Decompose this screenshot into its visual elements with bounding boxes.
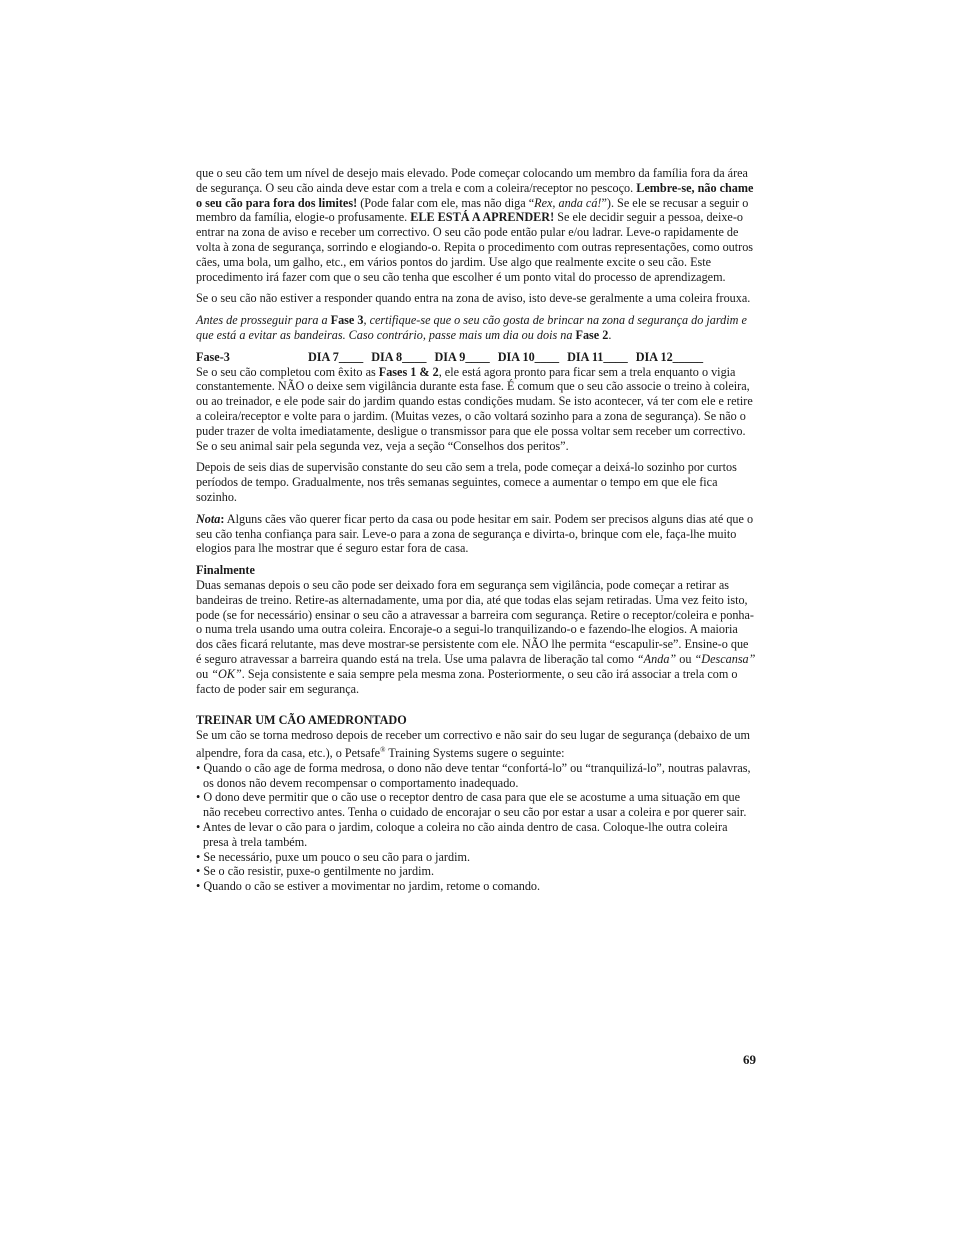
release-word: “Anda”: [636, 651, 677, 666]
example-command: Rex, anda cá!: [534, 195, 602, 210]
warning-bold: Lembre-se, não chame o seu cão para fora dos limites!: [196, 180, 754, 210]
day-entry: DIA 11____: [567, 349, 628, 364]
day-entry: DIA 8____: [371, 349, 427, 364]
phase-ref: Fases 1 & 2: [378, 364, 439, 379]
day-entry: DIA 9____: [434, 349, 490, 364]
text-run: . Seja consistente e saia sempre pela mesma zona. Posteriormente, o seu cão irá associar a trela com o facto de poder sair em segurança.: [196, 666, 738, 696]
paragraph-intro: [196, 166, 756, 284]
heading-treinar: TREINAR UM CÃO AMEDRONTADO: [196, 713, 407, 728]
paragraph-supervision: Depois de seis dias de supervisão constante do seu cão sem a trela, pode começar a deixá-lo sozinho por curtos períodos de tempo. Gradualmente, nos três semanas seguintes, comece a aumentar o tempo em que ele fica sozinho.: [196, 460, 737, 504]
list-item: • O dono deve permitir que o cão use o receptor dentro de casa para que ele se acostume a uma situação em que não recebeu correctivo antes. Tenha o cuidado de encorajar o seu cão por estar a usar a coleira e por querer sair.: [196, 790, 747, 820]
text-run: (Pode falar com ele, mas não diga “: [357, 195, 535, 210]
paragraph-treinar-intro: [196, 728, 756, 761]
registered-mark: ®: [380, 745, 386, 754]
phase-ref: Fase 3: [330, 313, 364, 328]
text-run: .: [608, 327, 612, 342]
text-run: Duas semanas depois o seu cão pode ser deixado fora em segurança sem vigilância, pode começar a retirar as bandeiras de treino. Retire-as alternadamente, uma por dia, até que todas elas sejam retiradas. Uma vez feito isto, pode (se for necessário) ensinar o seu cão a atravessar a barreira com segurança. Retire o receptor/coleira e ponha-o numa trela usando uma outra coleira. Encoraje-o a segui-lo tranquilizando-o e fazendo-lhe elogios. A maioria dos cães ficará relutante, mas deve mostrar-se persistente com ele. NÃO lhe permita “escapulir-se”. Ensine-o que é seguro atravessar a barreira quando está na trela. Use uma palavra de liberação tal como: [196, 577, 754, 666]
text-run: ou: [196, 666, 212, 681]
phase3-day-tracker: [196, 350, 756, 365]
paragraph-finalmente: [196, 578, 756, 696]
page-number: 69: [743, 1052, 756, 1067]
list-item: • Quando o cão age de forma medrosa, o dono não deve tentar “confortá-lo” ou “tranquilizá-lo”, noutras palavras, os donos não devem recompensar o comportamento inadequado.: [196, 760, 751, 790]
text-run: ”). Se ele se recusar a seguir o membro da família, elogie-o profusamente.: [196, 195, 749, 225]
paragraph-loose-collar: Se o seu cão não estiver a responder quando entra na zona de aviso, isto deve-se geralmente a uma coleira frouxa.: [196, 291, 751, 306]
day-entry: DIA 12_____: [635, 349, 704, 364]
note-label: Nota: [196, 511, 221, 526]
text-run: ou: [676, 651, 695, 666]
text-run: que o seu cão tem um nível de desejo mais elevado. Pode começar colocando um membro da família fora da área de segurança. O seu cão ainda deve estar com a trela e com a coleira/receptor no pescoço.: [196, 166, 748, 195]
text-run: Alguns cães vão querer ficar perto da casa ou pode hesitar em sair. Podem ser precisos alguns dias até que o seu cão tenha confiança para sair. Leve-o para a zona de segurança e divirta-o, brinque com ele, faça-lhe muito elogios para lhe mostrar que é seguro estar fora de casa.: [196, 511, 754, 556]
text-run: Se ele decidir seguir a pessoa, deixe-o entrar na zona de aviso e receber um correctivo. O seu cão pode então pular e/ou ladrar. Leve-o rapidamente de volta à zona de segurança, sorrindo e elogiando-o. Repita o procedimento com outras representações, como outros cães, uma bola, um galho, etc., em vários pontos do jardim. Use algo que realmente excite o seu cão. Este procedimento irá fazer com que o seu cão tenha que escolher é um ponto vital do processo de aprendizagem.: [196, 210, 754, 284]
text-run: Training Systems sugere o seguinte:: [385, 745, 565, 760]
paragraph-note: [196, 512, 756, 556]
paragraph-before-phase3: [196, 313, 756, 343]
day-checklist: [308, 350, 708, 365]
release-word: “OK”: [211, 666, 242, 681]
list-item: • Quando o cão se estiver a movimentar no jardim, retome o comando.: [196, 879, 541, 894]
list-item: • Antes de levar o cão para o jardim, coloque a coleira no cão ainda dentro de casa. Coloque-lhe outra coleira presa à trela também.: [196, 819, 728, 849]
text-run: , ele está agora pronto para ficar sem a trela enquanto o vigia constantemente. NÃO o deixe sem vigilância durante esta fase. É comum que o seu cão associe o treino à coleira, ou ao treinador, e ele pode sair do jardim quando estas condições mudam. Se isto acontecer, vá ter com ele e retire a coleira/receptor e volte para o jardim. (Muitas vezes, o cão voltará sozinho para a zona de segurança). Se não o puder trazer de volta imediatamente, desligue o transmissor para que ele possa voltar sem receber um correctivo. Se o seu animal sair pela segunda vez, veja a seção “Conselhos dos peritos”.: [196, 364, 753, 453]
text-run: , certifique-se que o seu cão gosta de brincar na zona d segurança do jardim e que está a evitar as bandeiras. Caso contrário, passe mais um dia ou dois na: [196, 313, 747, 342]
text-run: Se um cão se torna medroso depois de receber um correctivo e não sair do seu lugar de segurança (debaixo de um alpendre, fora da casa, etc.), o Petsafe: [196, 728, 750, 760]
spacer: [196, 703, 756, 713]
phase-ref: Fase 2: [575, 327, 609, 342]
release-word: “Descansa”: [694, 651, 756, 666]
phase-label: Fase-3: [196, 349, 230, 364]
list-item: • Se o cão resistir, puxe-o gentilmente no jardim.: [196, 864, 434, 879]
paragraph-phase3: [196, 365, 756, 454]
text-run: Antes de prosseguir para a: [196, 313, 331, 328]
text-run: :: [220, 511, 225, 526]
day-entry: DIA 10____: [497, 349, 560, 364]
emphasis-bold: ELE ESTÁ A APRENDER!: [410, 210, 555, 225]
day-entry: DIA 7____: [308, 349, 364, 364]
list-item: • Se necessário, puxe um pouco o seu cão para o jardim.: [196, 849, 470, 864]
text-run: Se o seu cão completou com êxito as: [196, 364, 379, 379]
body-text: [196, 166, 756, 894]
heading-finalmente: Finalmente: [196, 563, 255, 578]
